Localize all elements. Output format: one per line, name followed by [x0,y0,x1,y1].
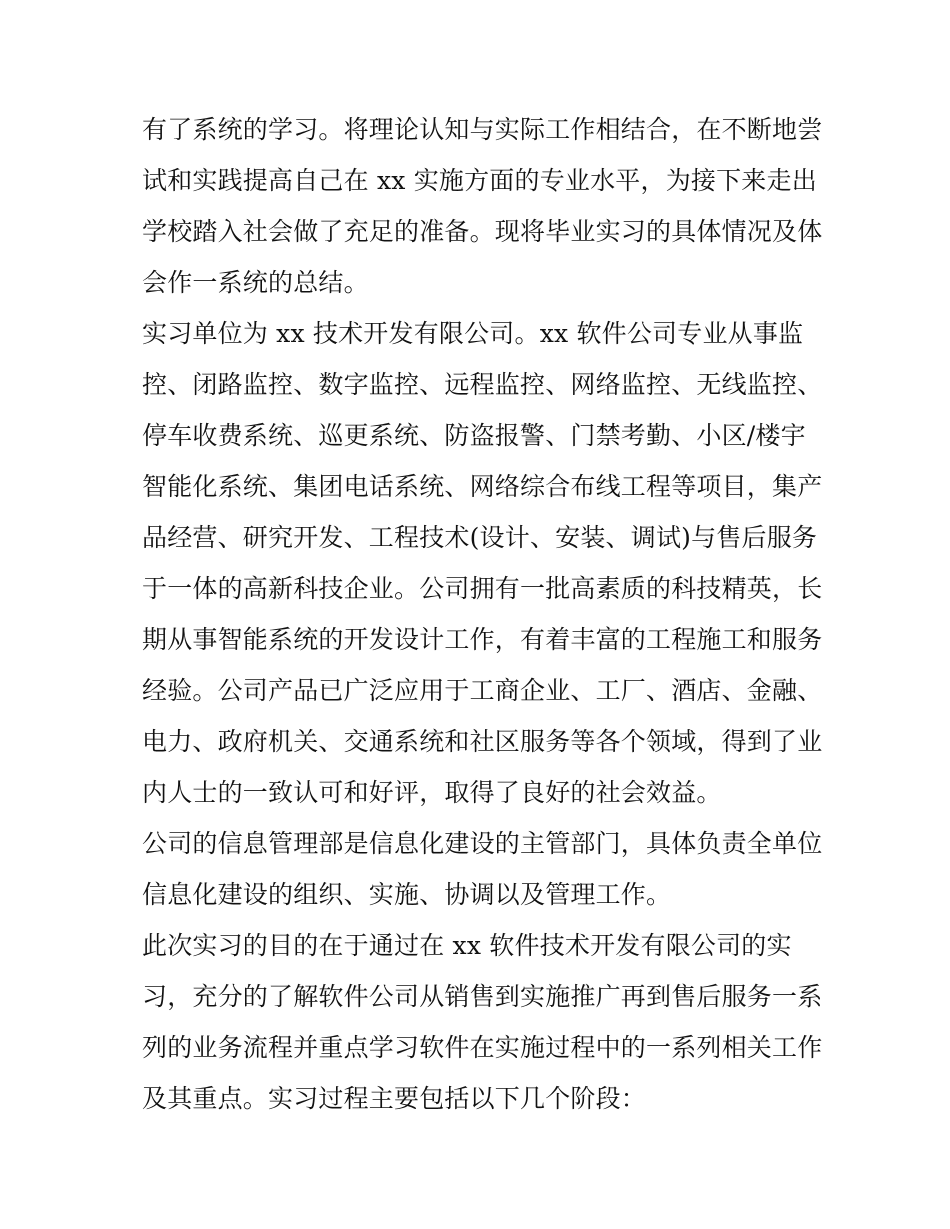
text-line: 公司的信息管理部是信息化建设的主管部门，具体负责全单位 [142,829,823,858]
text-line: 品经营、研究开发、工程技术(设计、安装、调试)与售后服务 [142,523,818,552]
text-line: 智能化系统、集团电话系统、网络综合布线工程等项目，集产 [142,472,823,501]
text-line: 经验。公司产品已广泛应用于工商企业、工厂、酒店、金融、 [142,676,823,705]
text-line: 控、闭路监控、数字监控、远程监控、网络监控、无线监控、 [142,370,823,399]
text-line: 期从事智能系统的开发设计工作，有着丰富的工程施工和服务 [142,625,823,654]
text-line: 试和实践提高自己在 xx 实施方面的专业水平，为接下来走出 [142,166,817,195]
text-line: 列的业务流程并重点学习软件在实施过程中的一系列相关工作 [142,1033,823,1062]
text-line: 有了系统的学习。将理论认知与实际工作相结合，在不断地尝 [142,115,823,144]
text-line: 习，充分的了解软件公司从销售到实施推广再到售后服务一系 [142,982,823,1011]
text-line: 此次实习的目的在于通过在 xx 软件技术开发有限公司的实 [142,931,792,960]
text-line: 内人士的一致认可和好评，取得了良好的社会效益。 [142,778,722,807]
text-line: 及其重点。实习过程主要包括以下几个阶段： [142,1084,647,1113]
text-line: 学校踏入社会做了充足的准备。现将毕业实习的具体情况及体 [142,217,823,246]
text-line: 会作一系统的总结。 [142,268,369,297]
text-line: 电力、政府机关、交通系统和社区服务等各个领域，得到了业 [142,727,823,756]
text-line: 于一体的高新科技企业。公司拥有一批高素质的科技精英，长 [142,574,823,603]
text-line: 实习单位为 xx 技术开发有限公司。xx 软件公司专业从事监 [142,319,804,348]
text-line: 信息化建设的组织、实施、协调以及管理工作。 [142,880,672,909]
text-line: 停车收费系统、巡更系统、防盗报警、门禁考勤、小区/楼宇 [142,421,806,450]
body-text [142,104,822,1124]
